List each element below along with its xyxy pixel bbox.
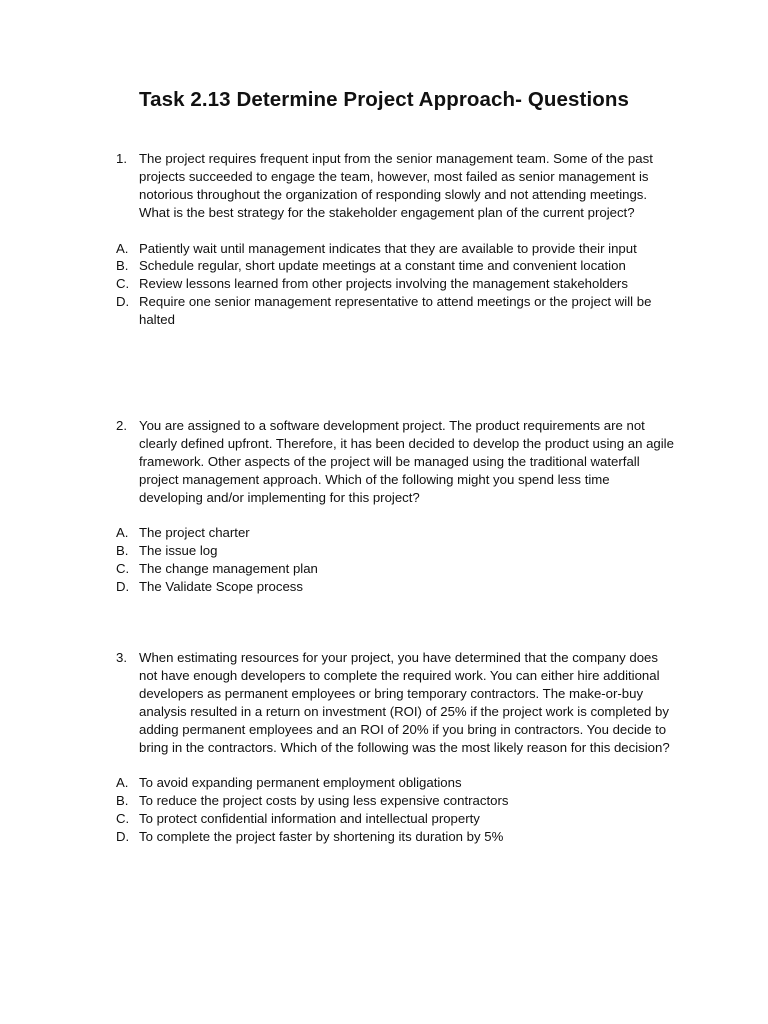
question-2-option-a: [116, 524, 676, 542]
question-1-number: 1.: [116, 151, 127, 166]
question-1-stem: [116, 150, 676, 222]
question-2-options: [116, 524, 676, 596]
question-1-option-c: [116, 275, 676, 293]
question-1-options: [116, 240, 676, 330]
option-letter: D.: [116, 294, 130, 310]
option-text: Require one senior management representative to attend meetings or the project will be halted: [139, 294, 652, 328]
question-3-options: [116, 774, 676, 846]
question-3-stem: [116, 649, 676, 756]
question-2-option-d: [116, 578, 676, 596]
option-text: To avoid expanding permanent employment obligations: [139, 775, 462, 791]
question-3-option-c: [116, 810, 676, 828]
question-3-option-a: [116, 774, 676, 792]
option-text: To complete the project faster by shortening its duration by 5%: [139, 829, 504, 845]
option-letter: A.: [116, 775, 129, 791]
question-2-stem: [116, 417, 676, 507]
question-1-text: The project requires frequent input from the senior management team. Some of the past projects succeeded to engage the team, however, most failed as senior management is notorious throughout the organization of responding slowly and not attending meetings. What is the best strategy for the stakeholder engagement plan of the current project?: [139, 151, 653, 220]
question-1-option-d: [116, 293, 676, 329]
question-3: [116, 649, 676, 846]
question-2-number: 2.: [116, 418, 127, 433]
option-letter: A.: [116, 240, 129, 256]
option-text: Review lessons learned from other projects involving the management stakeholders: [139, 276, 628, 292]
question-3-number: 3.: [116, 650, 127, 665]
option-letter: B.: [116, 543, 129, 559]
question-2-text: You are assigned to a software development project. The product requirements are not clearly defined upfront. Therefore, it has been decided to develop the product using an agile framework. Other aspects of the project will be managed using the traditional waterfall project management approach. Which of the following might you spend less time developing and/or implementing for this project?: [139, 418, 674, 505]
option-letter: B.: [116, 258, 129, 274]
option-letter: C.: [116, 561, 130, 577]
question-1-option-b: [116, 257, 676, 275]
option-letter: C.: [116, 811, 130, 827]
option-text: To reduce the project costs by using less expensive contractors: [139, 793, 509, 809]
option-letter: B.: [116, 793, 129, 809]
question-2-option-b: [116, 542, 676, 560]
option-text: To protect confidential information and intellectual property: [139, 811, 480, 827]
question-3-option-d: [116, 828, 676, 846]
option-text: Patiently wait until management indicates that they are available to provide their input: [139, 240, 637, 256]
option-text: The issue log: [139, 543, 218, 559]
option-letter: D.: [116, 829, 130, 845]
question-3-text: When estimating resources for your project, you have determined that the company does not have enough developers to complete the required work. You can either hire additional developers as permanent employees or bring temporary contractors. The make-or-buy analysis resulted in a return on investment (ROI) of 25% if the project work is completed by adding permanent employees and an ROI of 20% if you bring in contractors. You decide to bring in the contractors. Which of the following was the most likely reason for this decision?: [139, 650, 670, 755]
question-1-option-a: [116, 240, 676, 258]
option-text: The project charter: [139, 525, 250, 541]
option-text: Schedule regular, short update meetings at a constant time and convenient location: [139, 258, 626, 274]
option-text: The Validate Scope process: [139, 579, 303, 595]
option-letter: A.: [116, 525, 129, 541]
option-letter: D.: [116, 579, 130, 595]
question-2-option-c: [116, 560, 676, 578]
question-1: [116, 150, 676, 329]
option-text: The change management plan: [139, 561, 318, 577]
page-title: Task 2.13 Determine Project Approach- Questions: [138, 88, 629, 111]
question-2: [116, 417, 676, 596]
question-3-option-b: [116, 792, 676, 810]
option-letter: C.: [116, 276, 130, 292]
